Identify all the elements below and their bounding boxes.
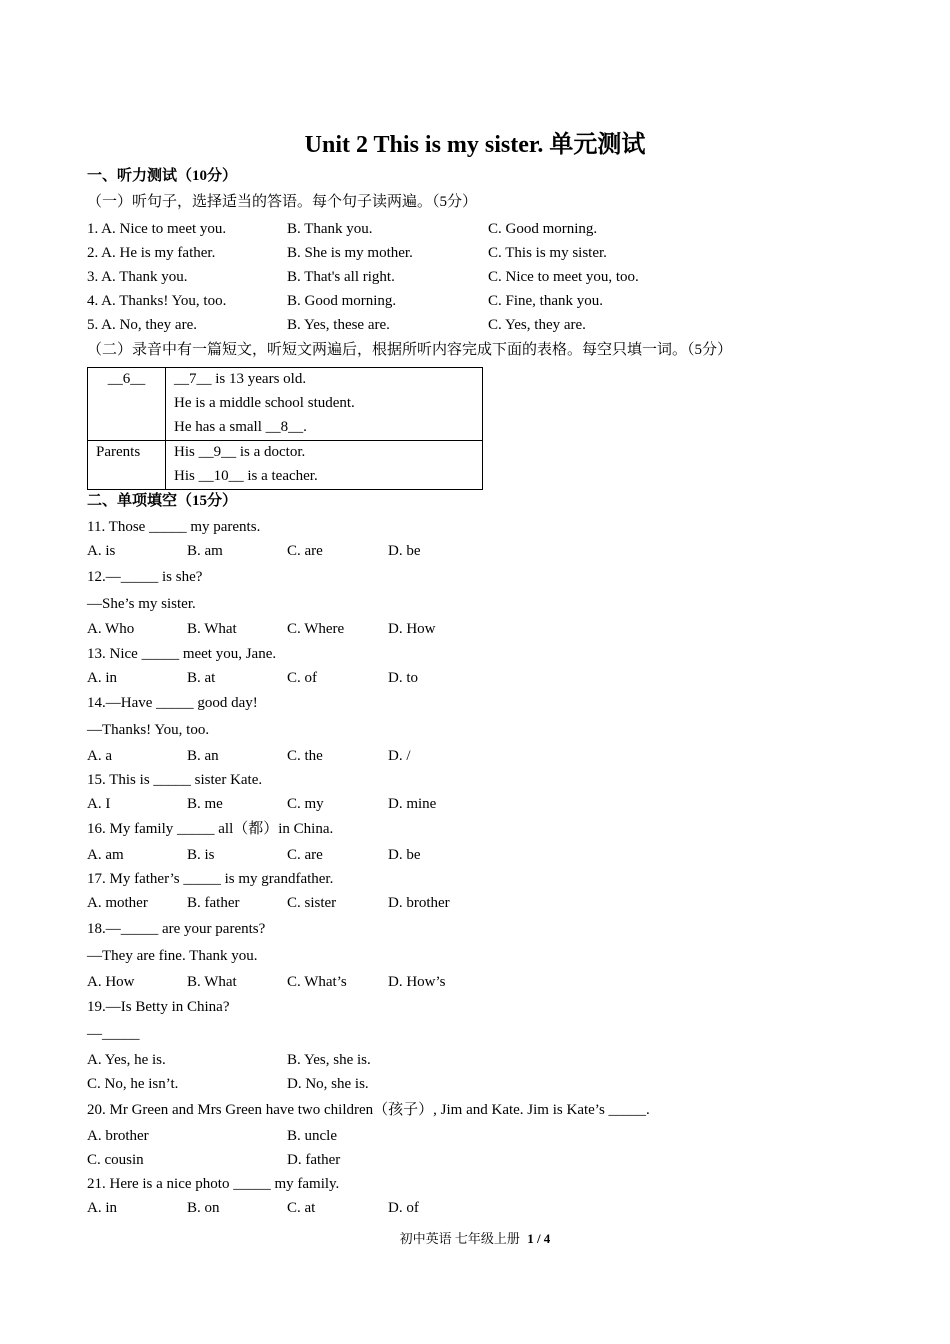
- q11-option-a: A. is: [87, 543, 116, 559]
- q13-option-d: D. to: [388, 670, 418, 686]
- q12-option-c: C. Where: [287, 621, 345, 637]
- table-row1-label-cell: [88, 368, 166, 441]
- q1-option-a: 1. A. Nice to meet you.: [87, 221, 227, 237]
- section2-heading: 二、单项填空（15分）: [87, 493, 238, 509]
- listening-table: [87, 367, 483, 490]
- q19-option-b: B. Yes, she is.: [287, 1052, 371, 1068]
- q17-stem: 17. My father’s _____ is my grandfather.: [87, 871, 334, 887]
- blank-6: __6__: [107, 371, 146, 387]
- table-row1-content-cell: [166, 368, 483, 441]
- q21-stem: 21. Here is a nice photo _____ my family.: [87, 1176, 340, 1192]
- q11-option-d: D. be: [388, 543, 421, 559]
- q4-option-c: C. Fine, thank you.: [488, 293, 603, 309]
- q4-option-a: 4. A. Thanks! You, too.: [87, 293, 227, 309]
- q12-option-a: A. Who: [87, 621, 135, 637]
- page-number: 1 / 4: [527, 1231, 551, 1246]
- student-line: He is a middle school student.: [174, 395, 355, 411]
- blank-9-line: His __9__ is a doctor.: [174, 444, 306, 460]
- part2-instruction: （二）录音中有一篇短文，听短文两遍后，根据所听内容完成下面的表格。每空只填一词。（5分）: [87, 342, 733, 358]
- q20-option-b: B. uncle: [287, 1128, 337, 1144]
- q20-option-a: A. brother: [87, 1128, 149, 1144]
- parents-label: Parents: [96, 444, 141, 460]
- q1-option-b: B. Thank you.: [287, 221, 373, 237]
- q19-option-d: D. No, she is.: [287, 1076, 369, 1092]
- blank-10-line: His __10__ is a teacher.: [174, 468, 318, 484]
- q16-option-d: D. be: [388, 847, 421, 863]
- table-row2-label-cell: [88, 441, 166, 490]
- page-title: Unit 2 This is my sister. 单元测试: [304, 132, 646, 158]
- q14-option-d: D. /: [388, 748, 411, 764]
- q19-stem: 19.—Is Betty in China?: [87, 999, 230, 1015]
- q1-option-c: C. Good morning.: [488, 221, 598, 237]
- part1-instruction: （一）听句子，选择适当的答语。每个句子读两遍。（5分）: [87, 194, 478, 210]
- blank-8-line: He has a small __8__.: [174, 419, 307, 435]
- q3-option-a: 3. A. Thank you.: [87, 269, 188, 285]
- q13-option-c: C. of: [287, 670, 317, 686]
- q13-stem: 13. Nice _____ meet you, Jane.: [87, 646, 277, 662]
- q19-option-c: C. No, he isn’t.: [87, 1076, 179, 1092]
- q4-option-b: B. Good morning.: [287, 293, 397, 309]
- q18-option-a: A. How: [87, 974, 135, 990]
- q18-option-c: C. What’s: [287, 974, 347, 990]
- q18-option-b: B. What: [187, 974, 237, 990]
- q20-option-d: D. father: [287, 1152, 341, 1168]
- q18-answer-line: —They are fine. Thank you.: [87, 948, 258, 964]
- q21-option-c: C. at: [287, 1200, 316, 1216]
- q14-option-b: B. an: [187, 748, 219, 764]
- q21-option-d: D. of: [388, 1200, 419, 1216]
- q17-option-c: C. sister: [287, 895, 337, 911]
- section1-heading: 一、听力测试（10分）: [87, 168, 238, 184]
- q12-answer-line: —She’s my sister.: [87, 596, 196, 612]
- q12-option-d: D. How: [388, 621, 436, 637]
- q21-option-a: A. in: [87, 1200, 117, 1216]
- q14-stem: 14.—Have _____ good day!: [87, 695, 258, 711]
- q2-option-c: C. This is my sister.: [488, 245, 607, 261]
- q2-option-b: B. She is my mother.: [287, 245, 413, 261]
- q5-option-b: B. Yes, these are.: [287, 317, 390, 333]
- q18-stem: 18.—_____ are your parents?: [87, 921, 266, 937]
- q16-option-b: B. is: [187, 847, 215, 863]
- q15-option-d: D. mine: [388, 796, 437, 812]
- q19-answer-line: —_____: [87, 1026, 140, 1042]
- q13-option-a: A. in: [87, 670, 117, 686]
- q19-option-a: A. Yes, he is.: [87, 1052, 166, 1068]
- q17-option-b: B. father: [187, 895, 240, 911]
- q21-option-b: B. on: [187, 1200, 220, 1216]
- q15-option-c: C. my: [287, 796, 324, 812]
- q11-option-b: B. am: [187, 543, 223, 559]
- q18-option-d: D. How’s: [388, 974, 446, 990]
- q14-option-a: A. a: [87, 748, 112, 764]
- q15-option-b: B. me: [187, 796, 223, 812]
- q17-option-d: D. brother: [388, 895, 450, 911]
- q14-option-c: C. the: [287, 748, 323, 764]
- q11-option-c: C. are: [287, 543, 323, 559]
- q20-option-c: C. cousin: [87, 1152, 144, 1168]
- q11-stem: 11. Those _____ my parents.: [87, 519, 261, 535]
- q12-stem: 12.—_____ is she?: [87, 569, 203, 585]
- q5-option-a: 5. A. No, they are.: [87, 317, 197, 333]
- q16-option-c: C. are: [287, 847, 323, 863]
- q3-option-b: B. That's all right.: [287, 269, 395, 285]
- q2-option-a: 2. A. He is my father.: [87, 245, 216, 261]
- blank-7-line: __7__ is 13 years old.: [174, 371, 307, 387]
- q13-option-b: B. at: [187, 670, 216, 686]
- q14-answer-line: —Thanks! You, too.: [87, 722, 210, 738]
- table-row2-content-cell: [166, 441, 483, 490]
- q3-option-c: C. Nice to meet you, too.: [488, 269, 639, 285]
- q16-stem: 16. My family _____ all（都）in China.: [87, 821, 334, 837]
- q12-option-b: B. What: [187, 621, 237, 637]
- q17-option-a: A. mother: [87, 895, 148, 911]
- q20-stem: 20. Mr Green and Mrs Green have two children（孩子）, Jim and Kate. Jim is Kate’s _____.: [87, 1102, 650, 1118]
- q15-option-a: A. I: [87, 796, 111, 812]
- footer-text: 初中英语 七年级上册: [399, 1231, 520, 1246]
- page-footer: [0, 1228, 950, 1247]
- q5-option-c: C. Yes, they are.: [488, 317, 586, 333]
- q16-option-a: A. am: [87, 847, 124, 863]
- q15-stem: 15. This is _____ sister Kate.: [87, 772, 263, 788]
